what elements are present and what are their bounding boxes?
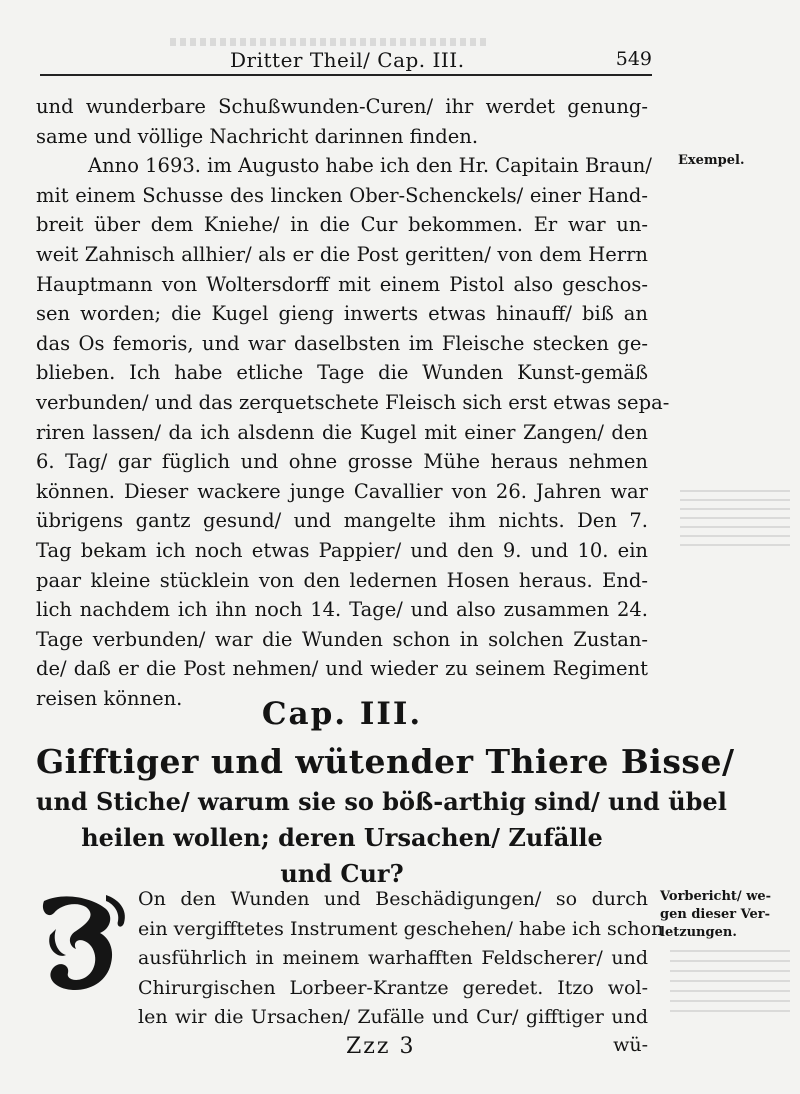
text-line: paar kleine stücklein von den ledernen Hosen heraus. End- (36, 568, 648, 592)
page-number: 549 (615, 48, 652, 70)
text-line: de/ daß er die Post nehmen/ und wieder zu seinem Regiment (36, 657, 648, 681)
text-line: übrigens gantz gesund/ und mangelte ihm nichts. Den 7. (36, 509, 648, 533)
running-header (40, 48, 652, 76)
intro-line: ein vergifftetes Instrument geschehen/ habe ich schon (138, 917, 664, 940)
bleed-through-top (170, 38, 490, 46)
text-line: das Os femoris, und war daselbsten im Fleische stecken ge- (36, 331, 648, 355)
ornamental-initial-v-icon (36, 889, 136, 999)
text-line: 6. Tag/ gar füglich und ohne grosse Mühe heraus nehmen (36, 450, 648, 474)
intro-line: Chirurgischen Lorbeer-Krantze geredet. Itzo wol- (138, 976, 648, 999)
chapter-heading (36, 740, 735, 892)
text-line: riren lassen/ da ich alsdenn die Kugel mit einer Zangen/ den (36, 420, 648, 444)
page-footer (36, 1030, 648, 1060)
signature-mark: Zzz 3 (346, 1034, 416, 1059)
text-line: lich nachdem ich ihn noch 14. Tage/ und also zusammen 24. (36, 598, 648, 622)
margin-note-line: gen dieser Ver- (660, 907, 771, 922)
text-line: same und völlige Nachricht darinnen finden. (36, 124, 479, 148)
text-line: sen worden; die Kugel gieng inwerts etwas hinauff/ biß an (36, 302, 648, 326)
catchword: wü- (613, 1034, 648, 1056)
text-line: Hauptmann von Woltersdorff mit einem Pistol also geschos- (36, 272, 648, 296)
text-line: können. Dieser wackere junge Cavallier von 26. Jahren war (36, 479, 648, 503)
bleed-through-right (670, 950, 790, 1020)
intro-line: len wir die Ursachen/ Zufälle und Cur/ gifftiger und (138, 1006, 648, 1029)
chapter-heading-line: und Stiche/ warum sie so böß-arthig sind/ und übel (36, 787, 727, 816)
bleed-through-left (680, 490, 790, 550)
text-line: blieben. Ich habe etliche Tage die Wunden Kunst-gemäß (36, 361, 648, 385)
intro-line: On den Wunden und Beschädigungen/ so durch (138, 888, 648, 910)
intro-line: ausführlich in meinem warhafften Feldscherer/ und (138, 947, 648, 970)
margin-note-line: Vorbericht/ we- (660, 889, 772, 904)
text-line: weit Zahnisch allhier/ als er die Post geritten/ von dem Herrn (36, 242, 648, 266)
main-text-block (36, 92, 670, 713)
text-line: mit einem Schusse des lincken Ober-Schenckels/ einer Hand- (36, 183, 648, 207)
text-line: reisen können. (36, 686, 183, 710)
margin-note-line: letzungen. (660, 925, 737, 940)
chapter-heading-line: heilen wollen; deren Ursachen/ Zufälle (81, 823, 603, 852)
text-line: Tag bekam ich noch etwas Pappier/ und den 9. und 10. ein (36, 538, 648, 562)
text-line: verbunden/ und das zerquetschete Fleisch sich erst etwas sepa- (36, 390, 670, 414)
chapter-heading-line: und Cur? (280, 859, 404, 888)
running-head: Dritter Theil/ Cap. III. (230, 48, 465, 72)
header-rule (40, 74, 652, 76)
margin-note-exempel: Exempel. (678, 153, 745, 168)
text-line: Anno 1693. im Augusto habe ich den Hr. Capitain Braun/ (88, 154, 652, 178)
chapter-heading-line: Gifftiger und wütender Thiere Bisse/ (36, 742, 735, 781)
margin-note-vorbericht (660, 888, 771, 942)
intro-paragraph (36, 885, 664, 1033)
text-line: breit über dem Kniehe/ in die Cur bekommen. Er war un- (36, 213, 648, 237)
text-line: und wunderbare Schußwunden-Curen/ ihr werdet genung- (36, 95, 648, 118)
text-line: Tage verbunden/ war die Wunden schon in solchen Zustan- (36, 627, 648, 651)
chapter-label: Cap. III. (261, 696, 423, 732)
